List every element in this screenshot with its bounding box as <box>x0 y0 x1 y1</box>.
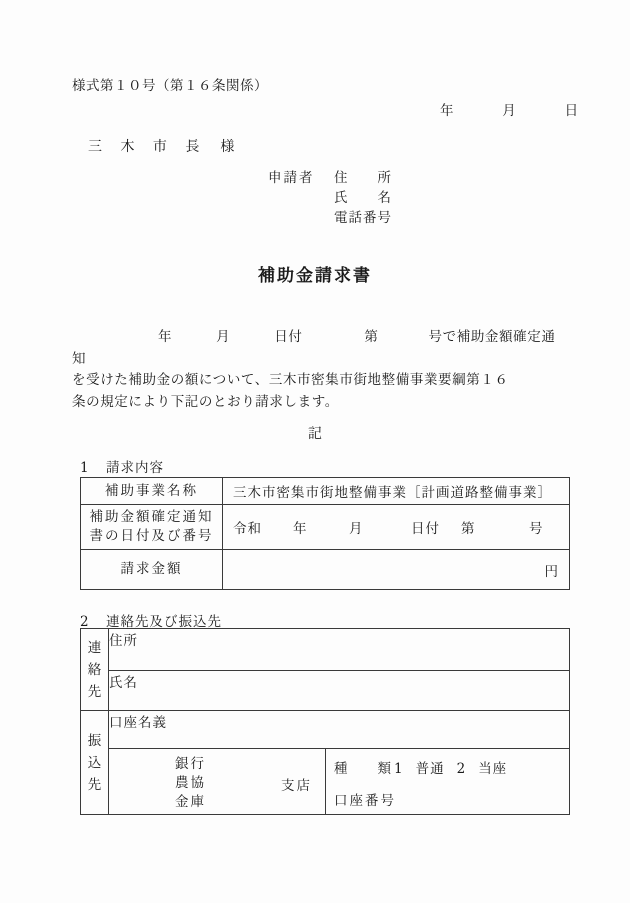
notice-date-number-label-line2: 書の日付及び番号 <box>89 528 214 544</box>
body-no-suffix: 号で補助金額確定通知 <box>72 329 556 367</box>
body-line-2: を受けた補助金の額について、三木市密集市街地整備事業要綱第１６ <box>72 372 509 388</box>
applicant-block <box>268 168 392 228</box>
body-day: 日付 <box>274 329 303 345</box>
account-holder-field[interactable] <box>109 711 570 749</box>
applicant-phone-label: 電話番号 <box>334 210 392 226</box>
account-type-option-2-label[interactable]: 当座 <box>478 761 508 777</box>
table-row <box>81 550 570 590</box>
addressee-honorific: 様 <box>220 139 242 155</box>
contact-vertical-label <box>81 629 109 711</box>
contact-vlabel-char-2: 絡 <box>87 661 102 678</box>
account-type-and-number-field[interactable] <box>326 749 570 815</box>
contact-and-transfer-table <box>80 628 570 815</box>
claim-amount-label: 請求金額 <box>81 550 223 590</box>
notice-no-suffix: 号 <box>529 521 544 537</box>
account-type-option-1-label[interactable]: 普通 <box>415 761 445 777</box>
section-1-title: 請求内容 <box>106 460 164 476</box>
page-title: 補助金請求書 <box>258 266 372 286</box>
header-date-line <box>440 99 578 119</box>
notice-date-number-fields[interactable] <box>223 505 570 550</box>
table-row <box>81 505 570 550</box>
claim-amount-unit: 円 <box>544 563 559 580</box>
transfer-vlabel-char-3: 先 <box>87 776 102 793</box>
notice-no-prefix: 第 <box>461 521 476 537</box>
date-year-label: 年 <box>440 103 454 119</box>
contact-name-field[interactable] <box>109 671 570 711</box>
applicant-name-row <box>268 188 392 208</box>
transfer-vlabel-char-2: 込 <box>87 754 102 771</box>
body-paragraph <box>72 327 562 413</box>
contact-address-label: 住所 <box>109 633 138 649</box>
transfer-vertical-label <box>81 711 109 815</box>
applicant-phone-row <box>268 208 392 228</box>
table-row <box>81 749 570 815</box>
account-type-option-1-num[interactable]: 1 <box>394 761 404 777</box>
body-month: 月 <box>216 329 231 345</box>
body-no-prefix: 第 <box>364 329 379 345</box>
applicant-address-row <box>268 168 392 188</box>
section-1-heading <box>80 456 164 476</box>
table-row <box>81 629 570 671</box>
addressee-name: 三 木 市 長 <box>88 139 207 155</box>
table-row <box>81 671 570 711</box>
body-line-3: 条の規定により下記のとおり請求します。 <box>72 393 339 410</box>
account-number-label: 口座番号 <box>334 793 396 809</box>
section-2-number: 2 <box>80 614 90 630</box>
branch-label: 支店 <box>281 778 312 794</box>
institution-option-credit-union[interactable]: 金庫 <box>175 794 206 810</box>
account-holder-label: 口座名義 <box>109 715 167 731</box>
contact-vlabel-char-3: 先 <box>87 683 102 700</box>
ki-marker: 記 <box>308 426 322 442</box>
institution-type-options[interactable] <box>175 755 206 812</box>
section-2-heading <box>80 610 222 630</box>
bank-institution-field[interactable] <box>109 749 326 815</box>
contact-name-label: 氏名 <box>109 675 138 691</box>
section-1-number: 1 <box>80 460 90 476</box>
notice-day-label: 日付 <box>411 521 440 537</box>
table-row <box>81 478 570 505</box>
table-row <box>81 711 570 749</box>
notice-date-number-label-line1: 補助金額確定通知 <box>89 509 214 525</box>
notice-date-number-label <box>81 505 223 550</box>
institution-option-coop[interactable]: 農協 <box>175 775 206 791</box>
claim-amount-field[interactable] <box>223 550 570 590</box>
form-number: 様式第１０号（第１６条関係） <box>72 78 268 94</box>
contact-vlabel-char-1: 連 <box>87 639 102 656</box>
institution-option-bank[interactable]: 銀行 <box>175 756 206 772</box>
date-month-label: 月 <box>502 103 516 119</box>
applicant-address-label: 住 所 <box>334 170 392 186</box>
applicant-label: 申請者 <box>268 170 315 186</box>
date-day-label: 日 <box>564 103 579 119</box>
notice-era-label: 令和 <box>233 521 262 537</box>
section-2-title: 連絡先及び振込先 <box>106 614 222 630</box>
transfer-vlabel-char-1: 振 <box>87 732 102 749</box>
notice-month-label: 月 <box>349 521 364 537</box>
claim-details-table <box>80 477 570 590</box>
contact-address-field[interactable] <box>109 629 570 671</box>
applicant-name-label: 氏 名 <box>334 190 392 206</box>
account-type-option-2-num[interactable]: 2 <box>456 761 467 777</box>
notice-year-label: 年 <box>293 521 308 537</box>
project-name-value[interactable]: 三木市密集市街地整備事業［計画道路整備事業］ <box>223 478 570 505</box>
account-type-label: 種 類 <box>334 761 392 777</box>
body-year: 年 <box>158 329 173 345</box>
addressee <box>88 136 241 156</box>
account-type-row[interactable] <box>334 757 507 777</box>
project-name-label: 補助事業名称 <box>81 478 223 505</box>
